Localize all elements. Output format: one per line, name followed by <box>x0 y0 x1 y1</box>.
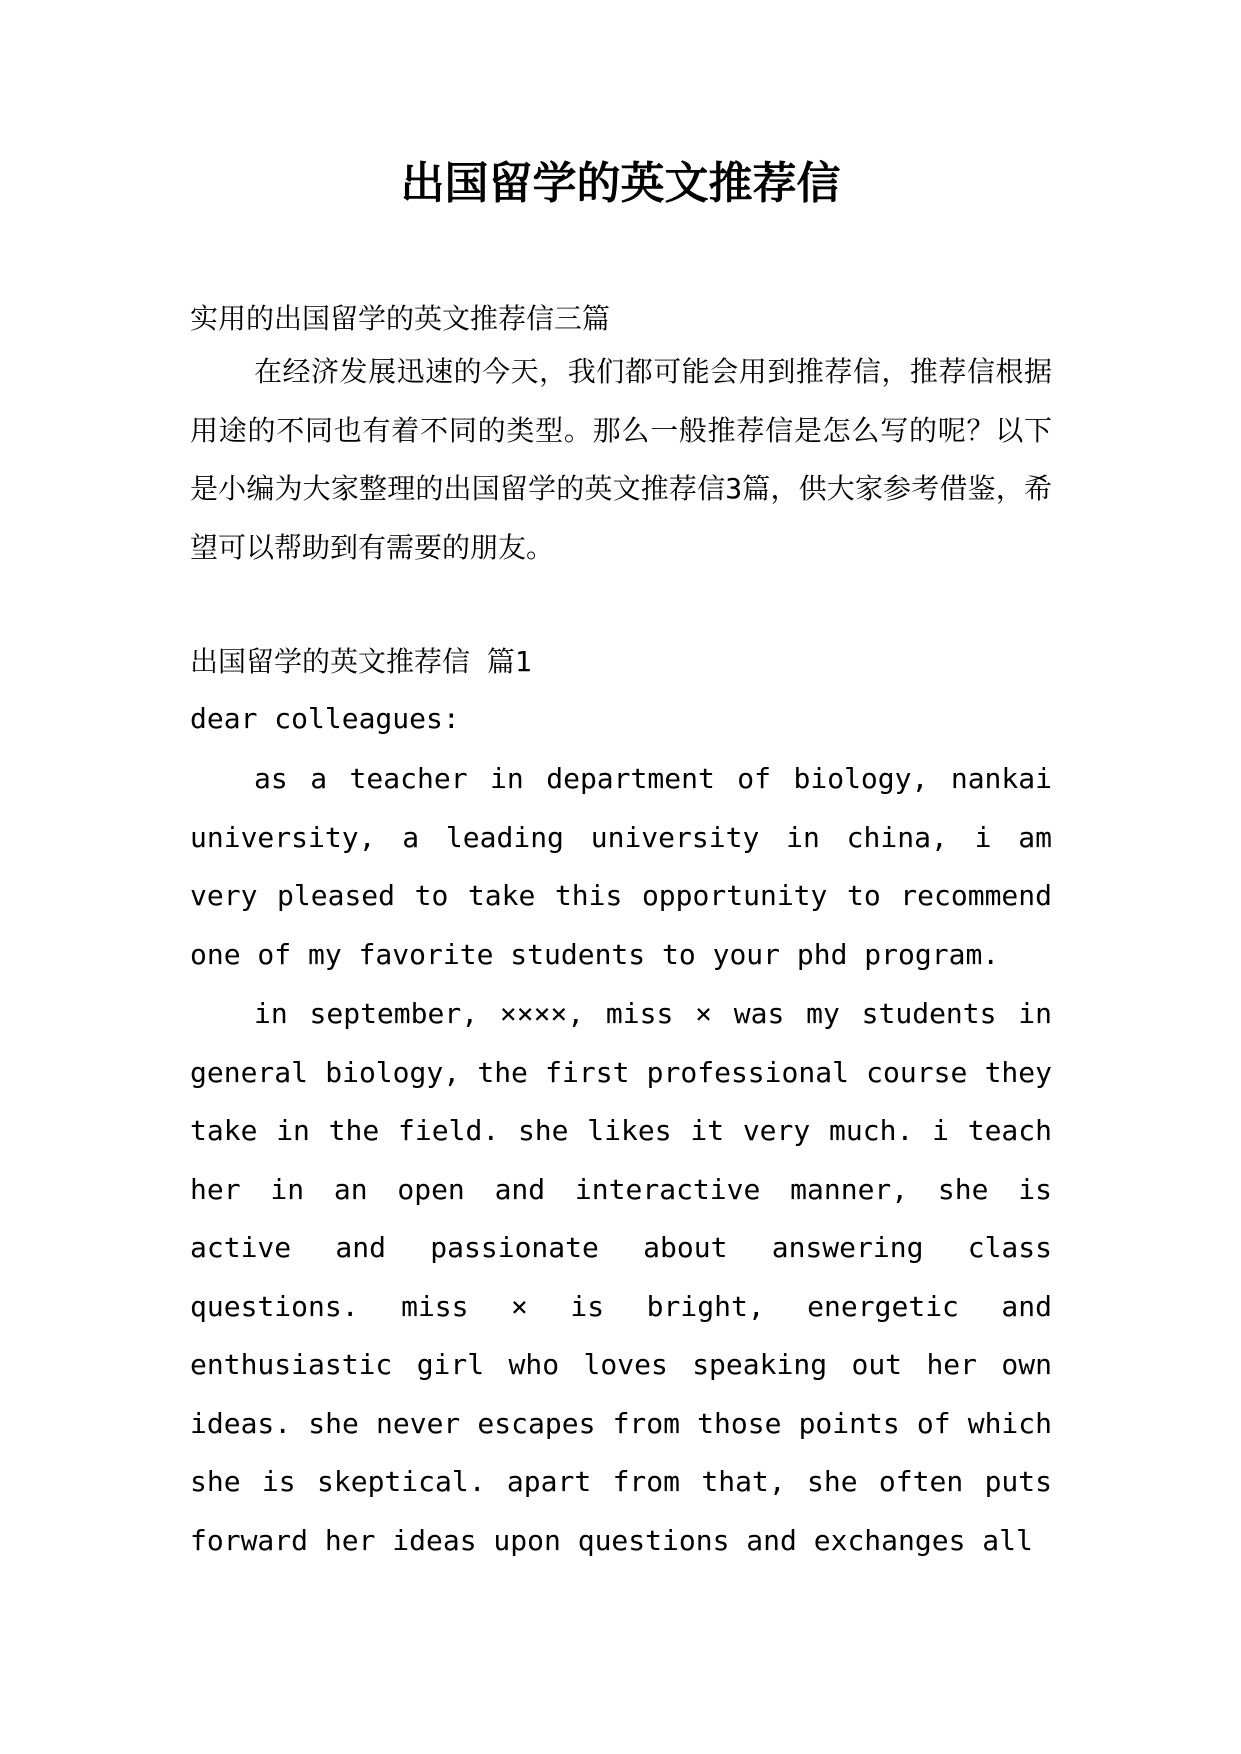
letter-paragraph-2: in september, ××××, miss × was my students in general biology, the first professional course they take in the field. she likes it very much. i teach her in an open and interactive manner, she is active and passionate about answering class questions. miss × is bright, energetic and enthusiastic girl who loves speaking out her own ideas. she never escapes from those points of which she is skeptical. apart from that, she often puts forward her ideas upon questions and exchanges all <box>190 997 1052 1557</box>
letter-salutation: dear colleagues: <box>190 702 460 735</box>
intro-paragraph: 在经济发展迅速的今天，我们都可能会用到推荐信，推荐信根据用途的不同也有着不同的类型。那么一般推荐信是怎么写的呢？以下是小编为大家整理的出国留学的英文推荐信3篇，供大家参考借鉴，希望可以帮助到有需要的朋友。 <box>190 355 1052 564</box>
section-heading: 出国留学的英文推荐信 篇1 <box>190 645 532 678</box>
document-subtitle: 实用的出国留学的英文推荐信三篇 <box>190 302 611 335</box>
document-title: 出国留学的英文推荐信 <box>400 158 841 209</box>
letter-paragraph-1: as a teacher in department of biology, nankai university, a leading university in china, i am very pleased to take this opportunity to recommend one of my favorite students to your phd program. <box>190 762 1052 971</box>
